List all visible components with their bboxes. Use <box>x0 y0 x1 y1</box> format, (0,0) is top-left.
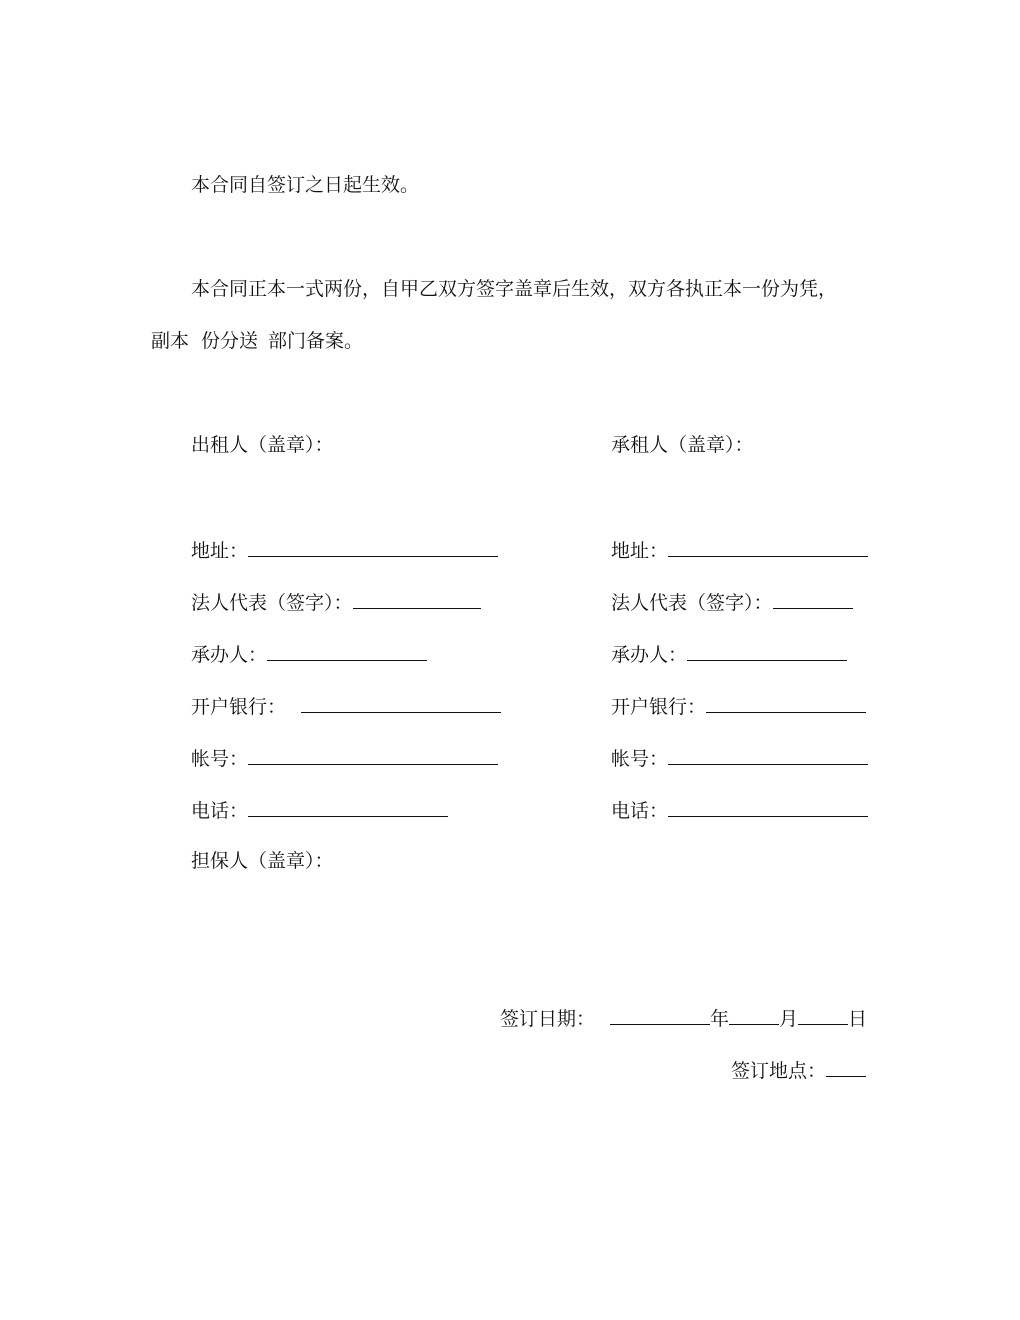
lessee-phone-row <box>611 797 868 823</box>
signing-date-label: 签订日期： <box>500 1008 596 1030</box>
lessor-account-label: 帐号： <box>191 748 249 770</box>
lessee-phone-label: 电话： <box>611 800 669 822</box>
guarantor-title: 担保人（盖章）： <box>191 850 334 872</box>
signing-day-label: 日 <box>848 1008 868 1030</box>
lessor-phone-row <box>191 797 448 823</box>
copies-clause-part-c: 部门备案。 <box>268 330 364 352</box>
signing-place-field[interactable] <box>826 1057 866 1077</box>
lessee-legal-rep-label: 法人代表（签字）： <box>611 592 773 614</box>
lessor-handler-field[interactable] <box>267 641 427 661</box>
lessee-handler-row <box>611 641 847 667</box>
lessee-address-row <box>611 537 868 563</box>
lessor-legal-rep-row <box>191 589 481 615</box>
lessor-bank-label: 开户银行： <box>191 696 287 718</box>
lessor-address-label: 地址： <box>191 540 249 562</box>
lessee-legal-rep-row <box>611 589 853 615</box>
lessor-address-row <box>191 537 498 563</box>
lessor-phone-label: 电话： <box>191 800 249 822</box>
lessor-bank-field[interactable] <box>301 693 501 713</box>
copies-clause-part-b: 份分送 <box>201 330 259 352</box>
lessor-title: 出租人（盖章）： <box>191 434 334 456</box>
lessor-account-row <box>191 745 498 771</box>
lessee-account-field[interactable] <box>668 745 868 765</box>
lessee-bank-field[interactable] <box>706 693 866 713</box>
signing-year-label: 年 <box>710 1008 730 1030</box>
lessee-address-label: 地址： <box>611 540 669 562</box>
lessee-bank-row <box>611 693 866 719</box>
copies-clause-line2 <box>151 329 363 353</box>
lessee-handler-label: 承办人： <box>611 644 688 666</box>
lessee-address-field[interactable] <box>668 537 868 557</box>
signing-month-field[interactable] <box>729 1005 779 1025</box>
lessee-handler-field[interactable] <box>687 641 847 661</box>
lessee-bank-label: 开户银行： <box>611 696 707 718</box>
lessor-handler-row <box>191 641 427 667</box>
signing-day-field[interactable] <box>798 1005 848 1025</box>
lessee-account-row <box>611 745 868 771</box>
lessor-phone-field[interactable] <box>248 797 448 817</box>
copies-clause-part-a: 副本 <box>151 330 190 352</box>
lessee-legal-rep-field[interactable] <box>773 589 853 609</box>
signing-place-label: 签订地点： <box>731 1060 827 1082</box>
signing-month-label: 月 <box>779 1008 799 1030</box>
lessor-legal-rep-field[interactable] <box>353 589 481 609</box>
copies-clause-line1: 本合同正本一式两份，自甲乙双方签字盖章后生效，双方各执正本一份为凭， <box>191 278 838 300</box>
signing-year-field[interactable] <box>610 1005 710 1025</box>
lessee-title: 承租人（盖章）： <box>611 434 754 456</box>
effective-clause: 本合同自签订之日起生效。 <box>191 174 420 196</box>
lessee-phone-field[interactable] <box>668 797 868 817</box>
lessee-account-label: 帐号： <box>611 748 669 770</box>
signing-place-row <box>731 1057 866 1083</box>
lessor-handler-label: 承办人： <box>191 644 268 666</box>
lessor-bank-row <box>191 693 501 719</box>
lessor-legal-rep-label: 法人代表（签字）： <box>191 592 353 614</box>
lessor-account-field[interactable] <box>248 745 498 765</box>
signing-date-row <box>500 1005 867 1031</box>
lessor-address-field[interactable] <box>248 537 498 557</box>
